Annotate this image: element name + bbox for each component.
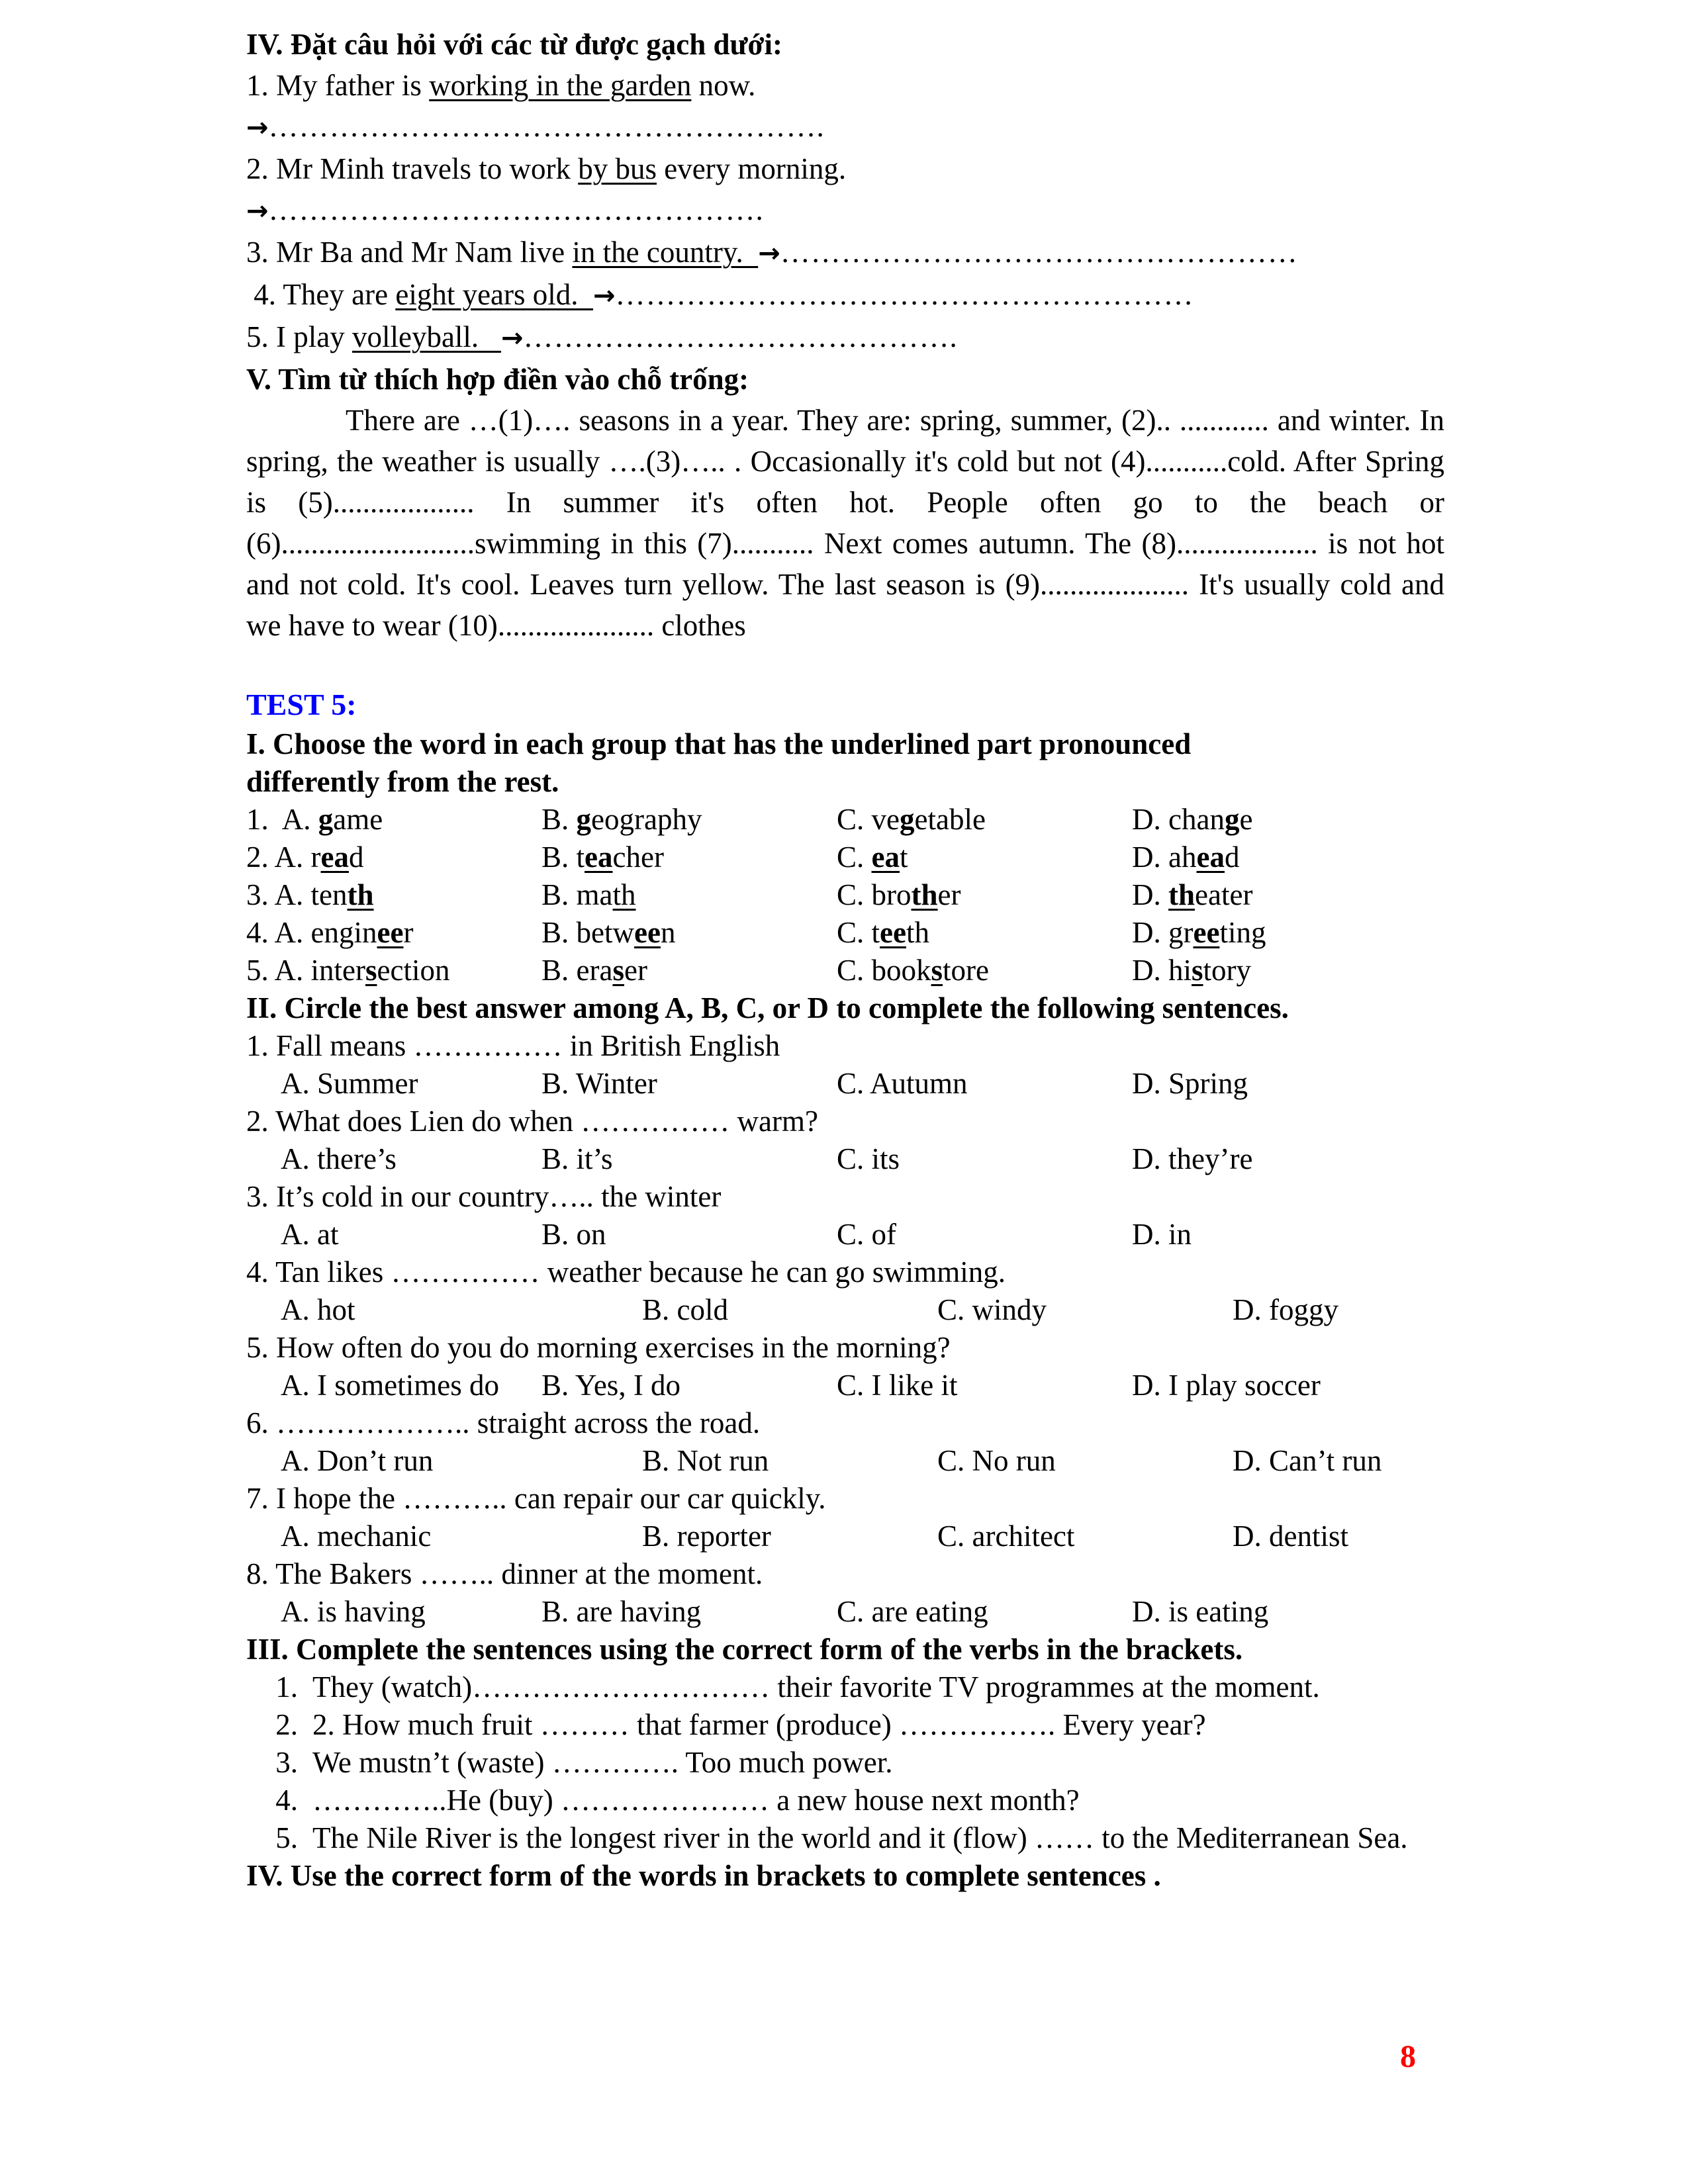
option[interactable]: A. there’s <box>281 1142 397 1175</box>
option[interactable]: C. architect <box>937 1520 1075 1553</box>
option[interactable]: B. Yes, I do <box>541 1369 681 1402</box>
option[interactable]: D. they’re <box>1132 1142 1253 1175</box>
table-row: 3. A. tenth B. math C. brother D. theater <box>246 878 1253 911</box>
answer-options <box>246 1442 1444 1480</box>
table-row: 1. A. game B. geography C. vegetable D. change <box>246 803 1253 836</box>
arrow-right-icon: → <box>500 323 524 353</box>
arrow-right-icon: → <box>246 196 269 226</box>
question-line: 1. My father is working in the garden now. <box>246 69 756 102</box>
option[interactable]: B. cold <box>642 1293 728 1326</box>
answer-line: →………………………………………………. <box>246 110 825 143</box>
answer-line: →…………………………………………. <box>246 193 764 226</box>
arrow-right-icon: → <box>758 238 780 269</box>
table-row: 5. A. intersection B. eraser C. bookstore D. history <box>246 954 1252 987</box>
list-item: 4. …………..He (buy) ………………… a new house next month? <box>275 1784 1080 1817</box>
answer-options <box>246 1291 1444 1329</box>
question-line: 5. I play volleyball. →……………………………………. <box>246 320 958 353</box>
option[interactable]: D. in <box>1132 1218 1192 1251</box>
list-item: 3. We mustn’t (waste) …………. Too much power. <box>275 1746 893 1779</box>
option[interactable]: A. Summer <box>281 1067 418 1100</box>
option[interactable]: A. hot <box>281 1293 355 1326</box>
option[interactable]: A. I sometimes do <box>281 1369 499 1402</box>
verb-exercise-list <box>246 1668 1444 1857</box>
question-stem: 7. I hope the ……….. can repair our car quickly. <box>246 1482 826 1515</box>
option[interactable]: B. Winter <box>541 1067 657 1100</box>
option[interactable]: A. at <box>281 1218 339 1251</box>
question-line: 4. They are eight years old. →………………………………………………… <box>246 278 1194 311</box>
section-v-title: V. Tìm từ thích hợp điền vào chỗ trống: <box>246 363 749 396</box>
option[interactable]: B. are having <box>541 1595 702 1628</box>
option[interactable]: D. Can’t run <box>1233 1444 1382 1477</box>
option[interactable]: C. of <box>837 1218 896 1251</box>
question-line: 3. Mr Ba and Mr Nam live in the country. →…………………………………………… <box>246 236 1298 269</box>
option[interactable]: B. it’s <box>541 1142 613 1175</box>
option[interactable]: D. dentist <box>1233 1520 1348 1553</box>
question-stem: 6. ……………….. straight across the road. <box>246 1406 761 1439</box>
cloze-paragraph: There are …(1)…. seasons in a year. They are: spring, summer, (2).. ............ and winter. In spring, the weather is usually ….(3)….. . Occasionally it's cold but not (4)...........cold. After Spring is (5)................... In summer it's often hot. People often go to the beach or (6)..........................swimming in this (7)........... Next comes autumn. The (8)................... is not hot and not cold. It's cool. Leaves turn yellow. The last season is (9).................... It's usually cold and we have to wear (10)..................... clothes <box>246 404 1444 642</box>
option[interactable]: C. I like it <box>837 1369 958 1402</box>
option[interactable]: A. Don’t run <box>281 1444 434 1477</box>
option[interactable]: B. reporter <box>642 1520 771 1553</box>
part-iv-title: IV. Use the correct form of the words in brackets to complete sentences . <box>246 1859 1161 1892</box>
part-iii-title: III. Complete the sentences using the correct form of the verbs in the brackets. <box>246 1633 1243 1666</box>
worksheet-page <box>246 24 1444 1895</box>
option[interactable]: D. I play soccer <box>1132 1369 1321 1402</box>
arrow-right-icon: → <box>246 113 269 143</box>
option[interactable]: C. No run <box>937 1444 1056 1477</box>
page-number: 8 <box>1400 2039 1416 2074</box>
answer-options <box>246 1518 1444 1555</box>
answer-options <box>246 1216 1444 1253</box>
question-stem: 8. The Bakers …….. dinner at the moment. <box>246 1557 763 1590</box>
option[interactable]: B. Not run <box>642 1444 769 1477</box>
question-stem: 2. What does Lien do when …………… warm? <box>246 1105 818 1138</box>
pronunciation-table <box>246 801 1444 989</box>
question-stem: 5. How often do you do morning exercises in the morning? <box>246 1331 951 1364</box>
option[interactable]: A. mechanic <box>281 1520 432 1553</box>
list-item: 1. They (watch)………………………… their favorite TV programmes at the moment. <box>275 1670 1320 1704</box>
list-item: 5. The Nile River is the longest river in the world and it (flow) …… to the Mediterranean Sea. <box>275 1821 1408 1854</box>
answer-options <box>246 1593 1444 1631</box>
option[interactable]: D. Spring <box>1132 1067 1248 1100</box>
question-stem: 4. Tan likes …………… weather because he can go swimming. <box>246 1255 1006 1289</box>
test-title: TEST 5: <box>246 688 357 721</box>
answer-options <box>246 1065 1444 1103</box>
part-ii-title: II. Circle the best answer among A, B, C, or D to complete the following sentences. <box>246 991 1289 1024</box>
question-line: 2. Mr Minh travels to work by bus every morning. <box>246 152 847 185</box>
option[interactable]: C. windy <box>937 1293 1047 1326</box>
option[interactable]: C. Autumn <box>837 1067 968 1100</box>
option[interactable]: C. its <box>837 1142 900 1175</box>
answer-options <box>246 1140 1444 1178</box>
list-item: 2. 2. How much fruit ……… that farmer (produce) ……………. Every year? <box>275 1708 1206 1741</box>
option[interactable]: C. are eating <box>837 1595 988 1628</box>
section-iv-title: IV. Đặt câu hỏi với các từ được gạch dưới: <box>246 28 782 61</box>
part-i-title: I. Choose the word in each group that has the underlined part pronounced differently from the rest. <box>246 727 1192 798</box>
question-stem: 3. It’s cold in our country….. the winter <box>246 1180 722 1213</box>
option[interactable]: A. is having <box>281 1595 426 1628</box>
arrow-right-icon: → <box>593 281 616 311</box>
option[interactable]: B. on <box>541 1218 606 1251</box>
option[interactable]: D. is eating <box>1132 1595 1269 1628</box>
table-row: 2. A. read B. teacher C. eat D. ahead <box>246 841 1240 874</box>
option[interactable]: D. foggy <box>1233 1293 1338 1326</box>
question-stem: 1. Fall means …………… in British English <box>246 1029 780 1062</box>
table-row: 4. A. engineer B. between C. teeth D. greeting <box>246 916 1266 949</box>
answer-options <box>246 1367 1444 1404</box>
